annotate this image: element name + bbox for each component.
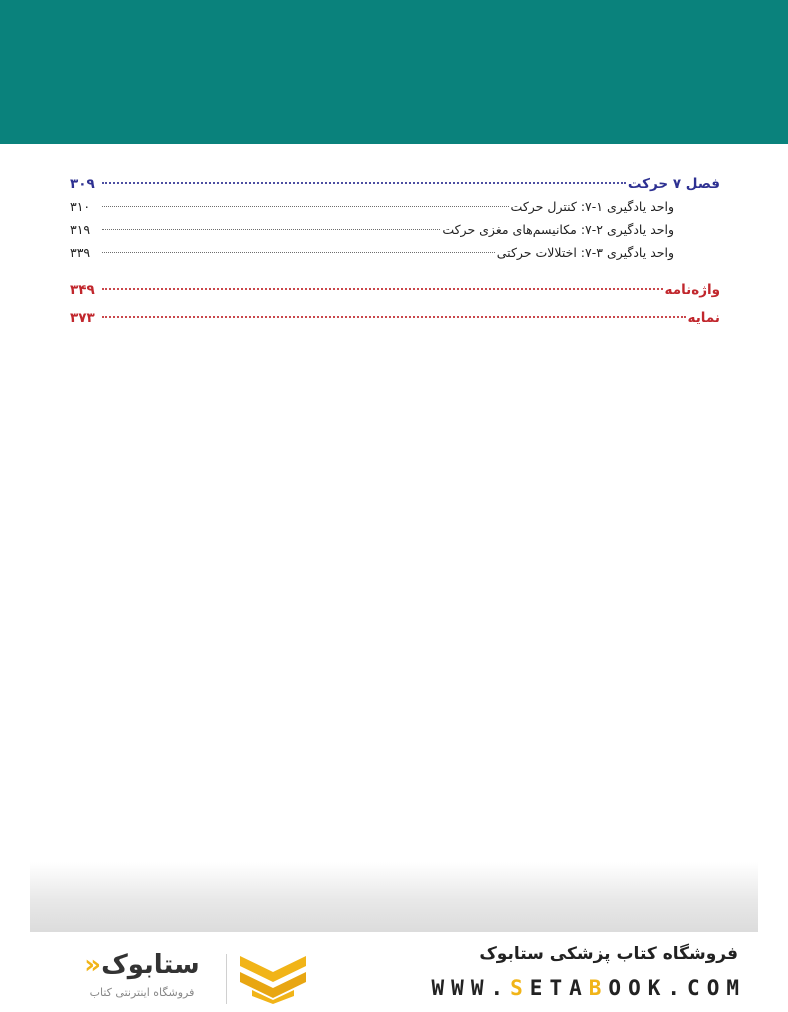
logo-subtitle: فروشگاه اینترنتی کتاب — [89, 986, 195, 999]
toc-chapter-label: فصل ۷ حرکت — [627, 176, 720, 192]
logo-wordmark-main: ستابوک — [101, 950, 200, 980]
toc-unit-page: ۳۳۹ — [70, 245, 91, 260]
toc-unit-entry[interactable] — [70, 199, 720, 222]
header-band — [0, 0, 788, 144]
section-gap — [70, 268, 720, 282]
toc-unit-label: واحد یادگیری ۱-۷: کنترل حرکت — [510, 199, 674, 214]
toc-unit-label: واحد یادگیری ۲-۷: مکانیسم‌های مغزی حرکت — [442, 222, 674, 237]
dot-leader — [102, 206, 509, 207]
toc-index-page: ۳۷۳ — [70, 310, 95, 326]
table-of-contents — [70, 176, 720, 338]
toc-unit-label: واحد یادگیری ۳-۷: اختلالات حرکتی — [496, 245, 674, 260]
store-logo[interactable] — [60, 946, 320, 1012]
dot-leader — [102, 182, 626, 184]
toc-glossary-entry[interactable] — [70, 282, 720, 310]
store-name: فروشگاه کتاب پزشکی ستابوک — [479, 944, 738, 964]
toc-chapter-page: ۳۰۹ — [70, 176, 95, 192]
toc-index-entry[interactable] — [70, 310, 720, 338]
dot-leader — [102, 316, 686, 318]
toc-glossary-page: ۳۴۹ — [70, 282, 95, 298]
logo-wordmark-accent: « — [84, 950, 102, 980]
logo-wordmark — [64, 950, 220, 980]
dot-leader — [102, 252, 495, 253]
store-url-text: WWW.SETABOOK.COM — [431, 976, 746, 1000]
store-url[interactable] — [432, 976, 747, 1000]
dot-leader — [102, 229, 440, 230]
toc-glossary-label: واژه‌نامه — [664, 282, 720, 298]
toc-unit-page: ۳۱۹ — [70, 222, 91, 237]
toc-chapter-entry[interactable] — [70, 176, 720, 199]
toc-index-label: نمایه — [687, 310, 720, 326]
logo-divider — [226, 954, 227, 1004]
footer-banner — [0, 932, 788, 1012]
toc-unit-entry[interactable] — [70, 245, 720, 268]
toc-unit-page: ۳۱۰ — [70, 199, 91, 214]
dot-leader — [102, 288, 663, 290]
footer-shadow — [30, 862, 758, 932]
toc-unit-entry[interactable] — [70, 222, 720, 245]
stacked-chevrons-icon — [238, 952, 308, 1004]
